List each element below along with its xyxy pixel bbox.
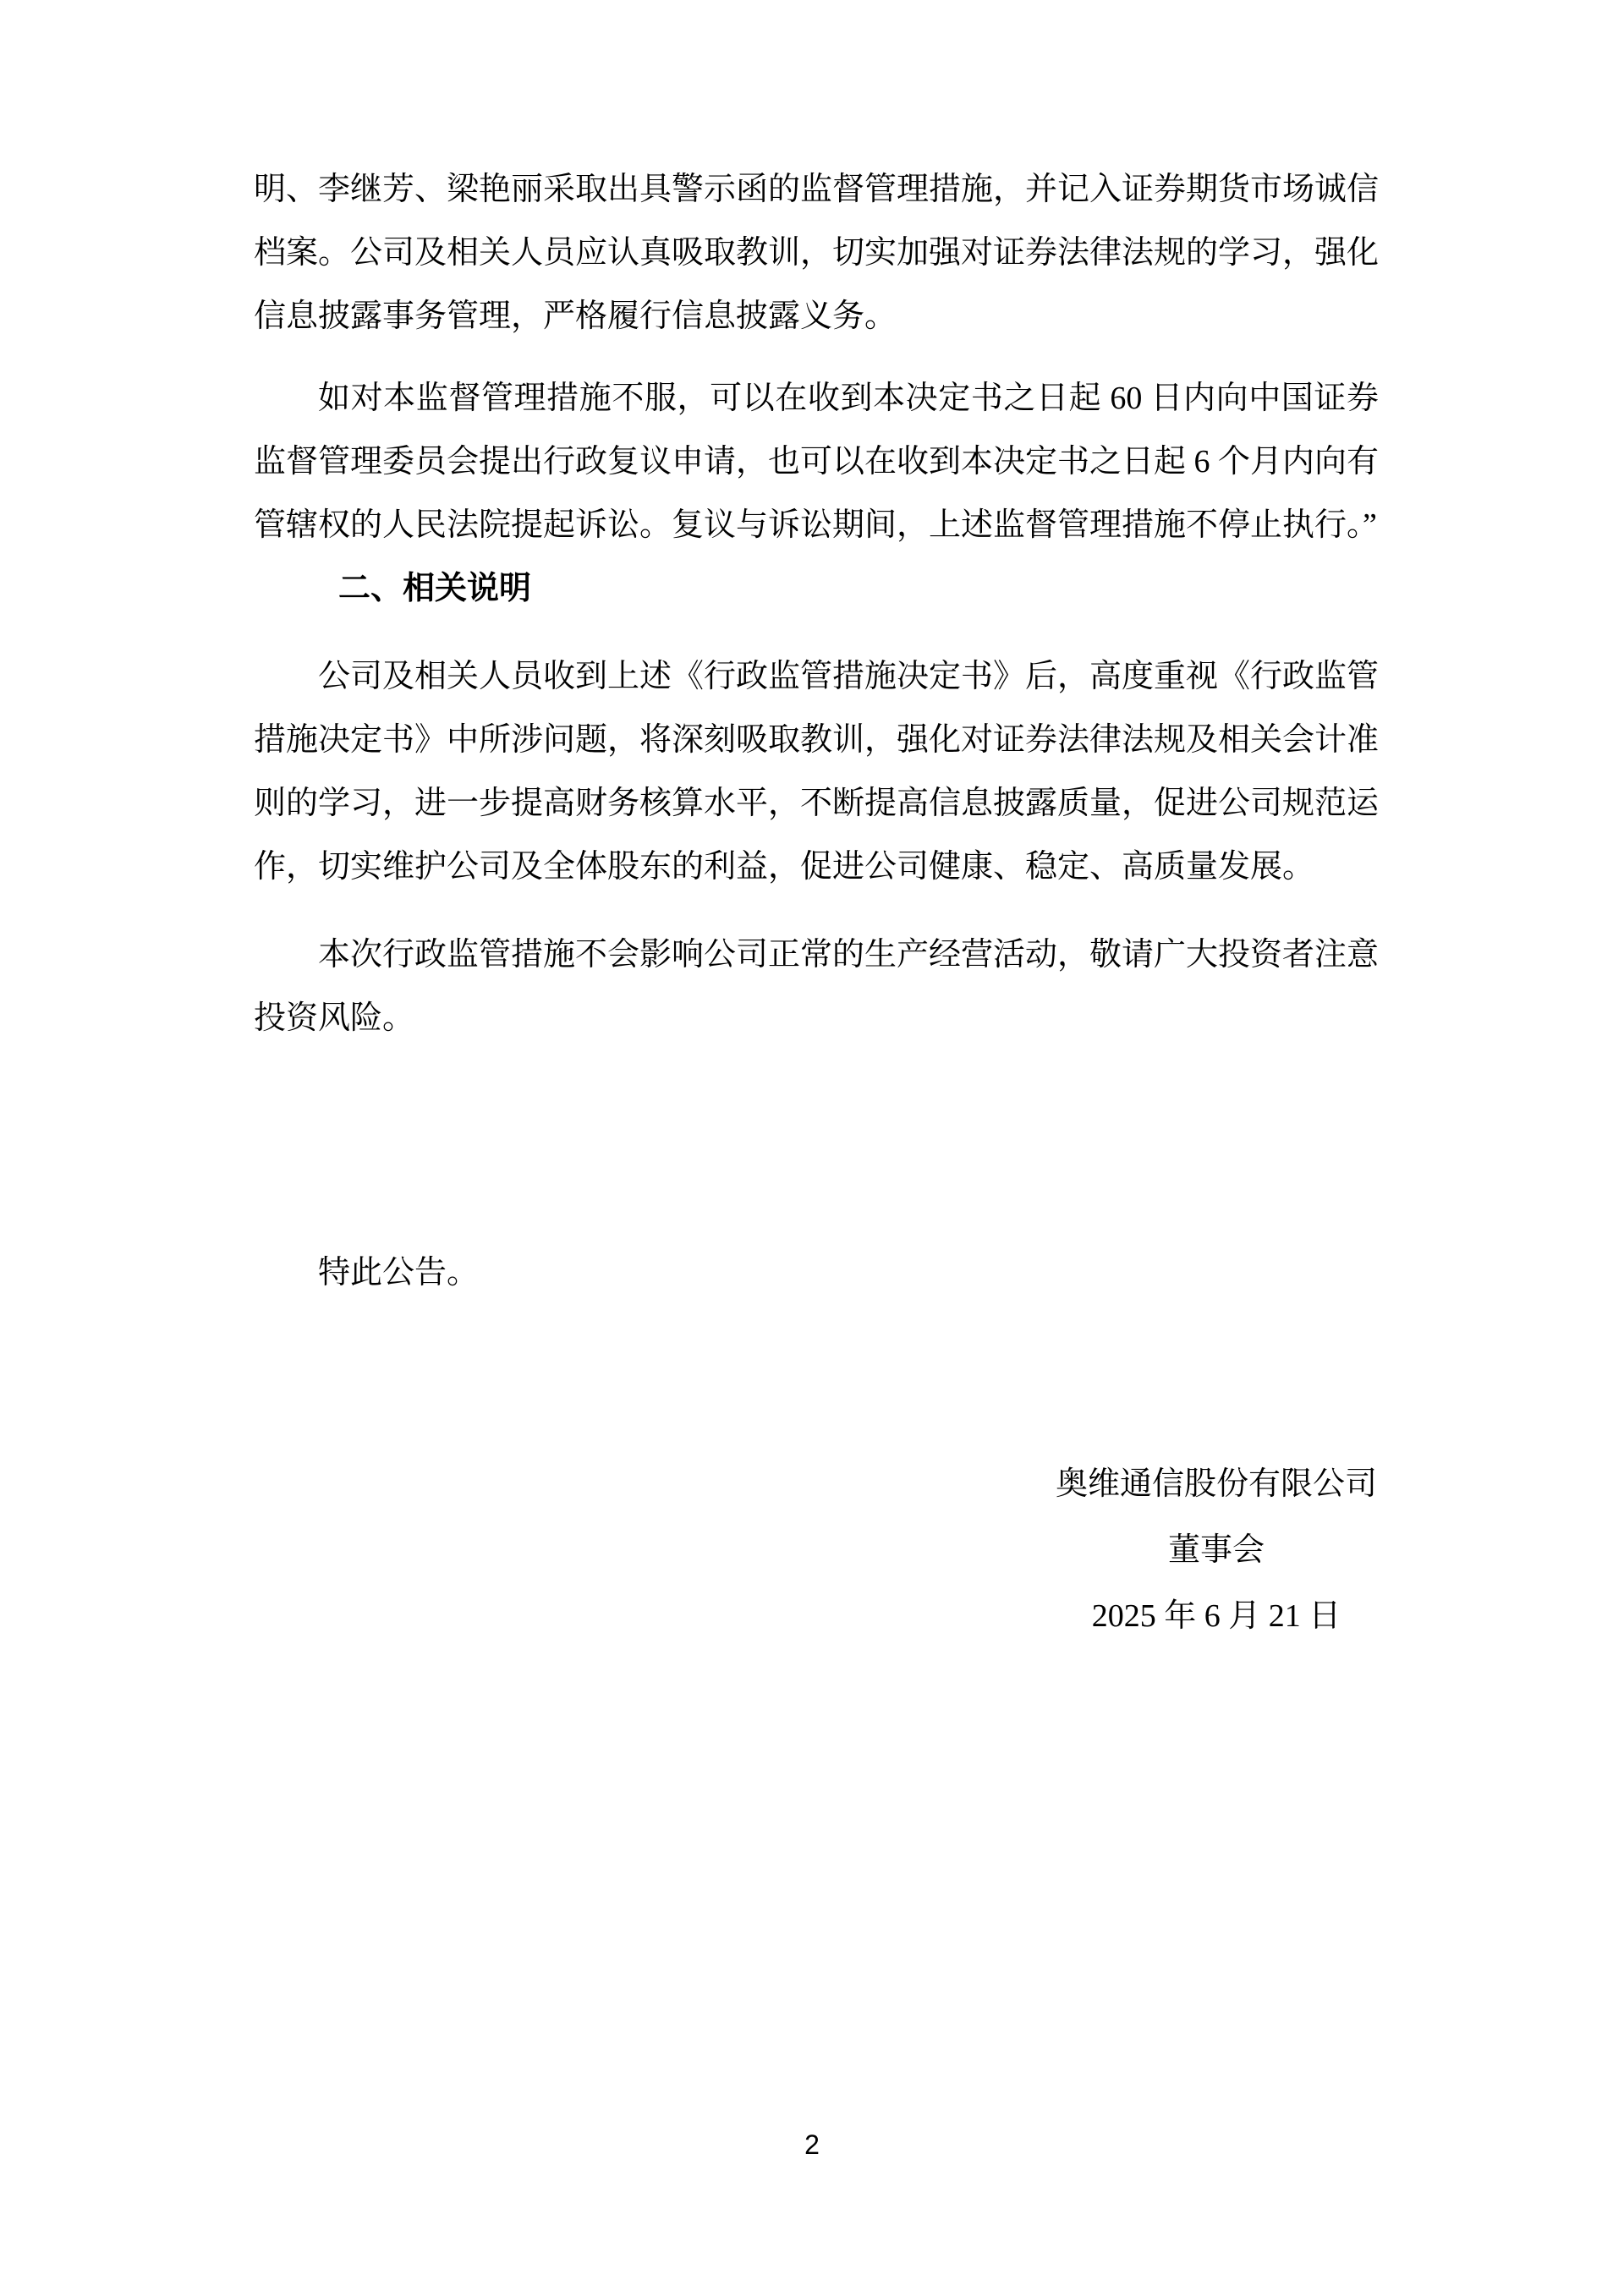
signature-company: 奥维通信股份有限公司 [1055, 1466, 1377, 1502]
signature-issuer: 董事会 [1167, 1532, 1265, 1568]
closing-statement: 特此公告。 [318, 1255, 480, 1290]
page-number: 2 [804, 2129, 820, 2160]
paragraph-company-response: 公司及相关人员收到上述《行政监管措施决定书》后，高度重视《行政监管措施决定书》中所涉问题，将深刻吸取教训，强化对证券法律法规及相关会计准则的学习，进一步提高财务核算水平，不断提高信息披露质量，促进公司规范运作，切实维护公司及全体股东的利益，促进公司健康、稳定、高质量发展。 [254, 659, 1380, 885]
signature-block [1054, 1451, 1379, 1649]
signature-date: 2025 年 6 月 21 日 [1091, 1598, 1341, 1634]
page-footer [0, 2128, 1624, 2162]
paragraph-appeal-rights: 如对本监督管理措施不服，可以在收到本决定书之日起 60 日内向中国证券监督管理委员会提出行政复议申请，也可以在收到本决定书之日起 6 个月内向有管辖权的人民法院提起诉讼。复议与诉讼期间，上述监督管理措施不停止执行。” [254, 381, 1380, 543]
paragraph-measures-continuation: 明、李继芳、梁艳丽采取出具警示函的监督管理措施，并记入证券期货市场诚信档案。公司及相关人员应认真吸取教训，切实加强对证券法律法规的学习，强化信息披露事务管理，严格履行信息披露义务。 [254, 172, 1380, 334]
announcement-body [254, 0, 1379, 1649]
section-heading-related-notes: 二、相关说明 [338, 571, 532, 606]
paragraph-investor-risk-notice: 本次行政监管措施不会影响公司正常的生产经营活动，敬请广大投资者注意投资风险。 [254, 937, 1380, 1036]
